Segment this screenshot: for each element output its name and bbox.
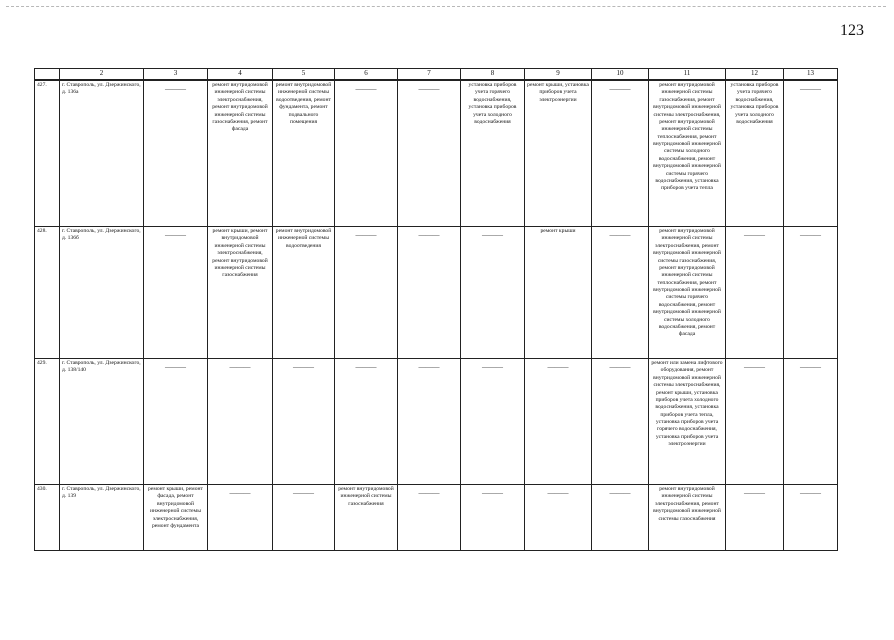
table-cell: ———: [784, 359, 838, 485]
table-cell: ———: [592, 485, 649, 551]
column-header: 11: [649, 69, 726, 81]
table-cell: ———: [592, 227, 649, 359]
table-cell: ———: [461, 227, 525, 359]
table-header-row: [35, 69, 838, 81]
column-header: 5: [273, 69, 335, 81]
table-cell: ———: [144, 359, 208, 485]
table-cell: ———: [525, 485, 592, 551]
table-cell: ремонт внутридомовой инженерной системы газоснабжения, ремонт внутридомовой инженерной системы электроснабжения, ремонт внутридомовой инженерной системы теплоснабжения, ремонт внутридомовой инженерной системы холодного водоснабжения, ремонт внутридомовой инженерной системы горячего водоснабжения, установка приборов учета тепла: [649, 80, 726, 227]
table-cell: ———: [398, 359, 461, 485]
column-header: 6: [335, 69, 398, 81]
column-header: 9: [525, 69, 592, 81]
table-cell: ———: [525, 359, 592, 485]
table-row: [35, 359, 838, 485]
column-header: 7: [398, 69, 461, 81]
table-cell: ———: [784, 485, 838, 551]
column-header: 3: [144, 69, 208, 81]
table-cell: ———: [398, 227, 461, 359]
table-cell: ———: [144, 80, 208, 227]
table-cell: ———: [398, 485, 461, 551]
table-cell: ремонт крыши, установка приборов учета электроэнергии: [525, 80, 592, 227]
column-header: 8: [461, 69, 525, 81]
table-cell: установка приборов учета горячего водоснабжения, установка приборов учета холодного водоснабжения: [726, 80, 784, 227]
table-cell: ремонт внутридомовой инженерной системы водоотведения, ремонт фундамента, ремонт подвального помещения: [273, 80, 335, 227]
table-row: [35, 227, 838, 359]
address-cell: г. Ставрополь, ул. Дзержинского, д. 139: [60, 485, 144, 551]
table-cell: ———: [592, 359, 649, 485]
table-cell: ———: [273, 485, 335, 551]
table-cell: ремонт внутридомовой инженерной системы электроснабжения, ремонт внутридомовой инженерной системы газоснабжения, ремонт внутридомовой инженерной системы теплоснабжения, ремонт внутридомовой инженерной системы горячего водоснабжения, ремонт внутридомовой инженерной системы холодного водоснабжения, ремонт фасада: [649, 227, 726, 359]
table-cell: ———: [208, 359, 273, 485]
top-scan-edge: [6, 6, 886, 7]
table-cell: ———: [784, 227, 838, 359]
table-cell: ремонт крыши, ремонт фасада, ремонт внутридомовой инженерной системы электроснабжения, ремонт фундамента: [144, 485, 208, 551]
table-cell: ремонт или замена лифтового оборудования, ремонт внутридомовой инженерной системы электроснабжения, ремонт крыши, установка приборов учета холодного водоснабжения, установка приборов учета тепла, установка приборов учета горячего водоснабжения, установка приборов учета электроэнергии: [649, 359, 726, 485]
table-cell: ремонт внутридомовой инженерной системы электроснабжения, ремонт внутридомовой инженерной системы газоснабжения, ремонт фасада: [208, 80, 273, 227]
table-cell: ———: [726, 359, 784, 485]
table-cell: ———: [461, 359, 525, 485]
column-header: 10: [592, 69, 649, 81]
table-cell: ремонт внутридомовой инженерной системы электроснабжения, ремонт внутридомовой инженерной системы газоснабжения: [649, 485, 726, 551]
address-cell: г. Ставрополь, ул. Дзержинского, д. 136а: [60, 80, 144, 227]
row-number: 427.: [35, 80, 60, 227]
row-number: 428.: [35, 227, 60, 359]
table-cell: ремонт внутридомовой инженерной системы водоотведения: [273, 227, 335, 359]
table-cell: ———: [208, 485, 273, 551]
work-schedule-table: [34, 68, 838, 551]
column-header: [35, 69, 60, 81]
table-cell: ремонт крыши: [525, 227, 592, 359]
table-cell: ———: [461, 485, 525, 551]
column-header: 4: [208, 69, 273, 81]
table-cell: ———: [398, 80, 461, 227]
column-header: 13: [784, 69, 838, 81]
address-cell: г. Ставрополь, ул. Дзержинского, д. 136б: [60, 227, 144, 359]
table-cell: установка приборов учета горячего водоснабжения, установка приборов учета холодного водоснабжения: [461, 80, 525, 227]
table-cell: ———: [784, 80, 838, 227]
table-row: [35, 485, 838, 551]
table-cell: ремонт внутридомовой инженерной системы газоснабжения: [335, 485, 398, 551]
column-header: 12: [726, 69, 784, 81]
table-cell: ———: [335, 359, 398, 485]
table-row: [35, 80, 838, 227]
table-cell: ———: [335, 80, 398, 227]
table-cell: ремонт крыши, ремонт внутридомовой инженерной системы электроснабжения, ремонт внутридомовой инженерной системы газоснабжения: [208, 227, 273, 359]
table-cell: ———: [335, 227, 398, 359]
table-cell: ———: [592, 80, 649, 227]
address-cell: г. Ставрополь, ул. Дзержинского, д. 138/140: [60, 359, 144, 485]
page-number: 123: [840, 22, 864, 39]
row-number: 429.: [35, 359, 60, 485]
row-number: 430.: [35, 485, 60, 551]
column-header: 2: [60, 69, 144, 81]
table-cell: ———: [726, 485, 784, 551]
table-cell: ———: [273, 359, 335, 485]
table-cell: ———: [144, 227, 208, 359]
table-cell: ———: [726, 227, 784, 359]
